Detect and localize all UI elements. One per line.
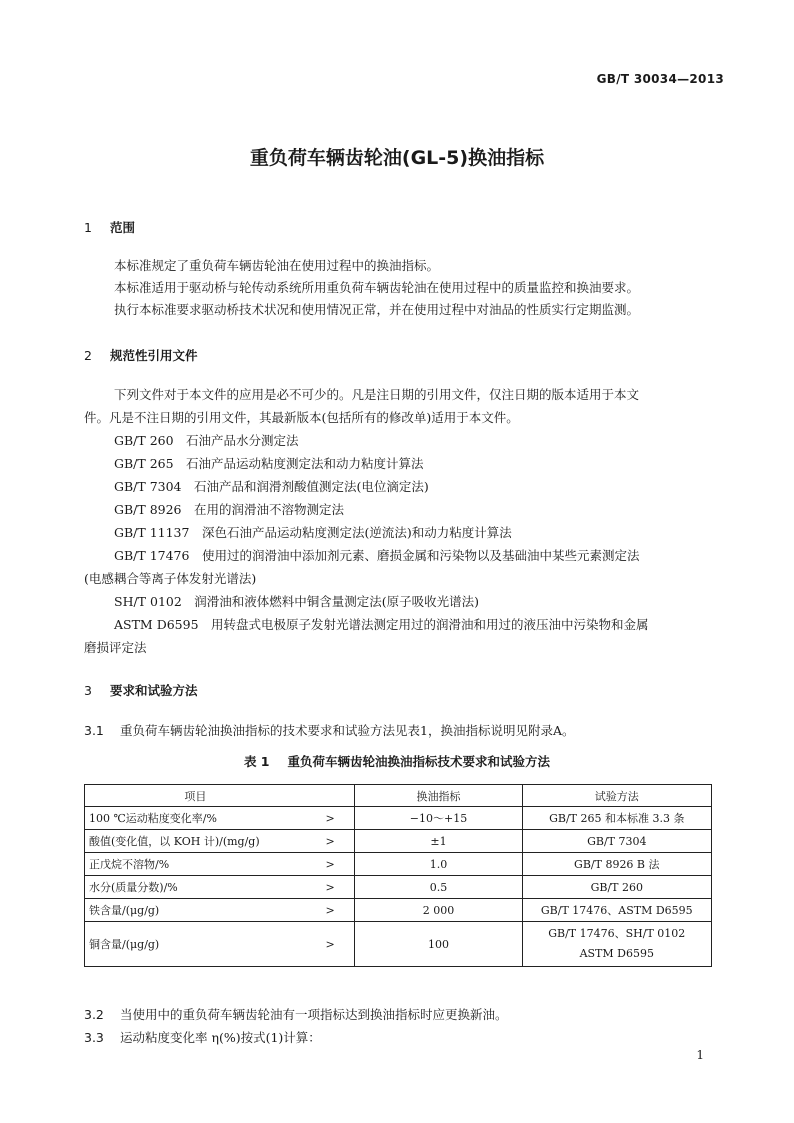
row-operator: >: [306, 922, 355, 967]
section-1-para-2: 本标准适用于驱动桥与轮传动系统所用重负荷车辆齿轮油在使用过程中的质量监控和换油要求。: [114, 280, 640, 295]
table-row: [85, 830, 712, 853]
header-item: 项目: [85, 785, 306, 807]
row-operator: >: [306, 830, 355, 853]
section-1-title: 范围: [110, 220, 136, 235]
header-operator-blank: [306, 785, 355, 807]
row-method: GB/T 260: [522, 876, 711, 899]
row-item: 铁含量/(μg/g): [85, 899, 306, 922]
section-2-intro-line-2: 件。凡是不注日期的引用文件，其最新版本(包括所有的修改单)适用于本文件。: [84, 410, 519, 425]
section-1-para-3: 执行本标准要求驱动桥技术状况和使用情况正常，并在使用过程中对油品的性质实行定期监测。: [114, 302, 640, 317]
reference-gbt-17476-cont: (电感耦合等离子体发射光谱法): [84, 571, 257, 586]
table-number: 表 1: [243, 754, 270, 769]
section-2-heading: [84, 346, 198, 364]
table-row: [85, 899, 712, 922]
reference-gbt-11137: GB/T 11137 深色石油产品运动粘度测定法(逆流法)和动力粘度计算法: [114, 525, 512, 540]
row-method: GB/T 265 和本标准 3.3 条: [522, 807, 711, 830]
clause-3-2-number: 3.2: [84, 1007, 104, 1022]
row-item: 水分(质量分数)/%: [85, 876, 306, 899]
row-operator: >: [306, 899, 355, 922]
section-3-number: 3: [84, 683, 92, 698]
table-caption: [0, 752, 794, 770]
table-header-row: [85, 785, 712, 807]
section-3-title: 要求和试验方法: [110, 683, 198, 698]
section-2-intro-line-1: 下列文件对于本文件的应用是必不可少的。凡是注日期的引用文件，仅注日期的版本适用于本文: [114, 387, 640, 402]
row-method: GB/T 8926 B 法: [522, 853, 711, 876]
section-2-title: 规范性引用文件: [110, 348, 198, 363]
reference-sht-0102: SH/T 0102 润滑油和液体燃料中铜含量测定法(原子吸收光谱法): [114, 594, 480, 609]
section-1-para-1: 本标准规定了重负荷车辆齿轮油在使用过程中的换油指标。: [114, 258, 440, 273]
table-row: [85, 876, 712, 899]
table-row: [85, 853, 712, 876]
clause-3-1: [84, 721, 574, 739]
row-operator: >: [306, 853, 355, 876]
reference-gbt-17476: GB/T 17476 使用过的润滑油中添加剂元素、磨损金属和污染物以及基础油中某些元素测定法: [114, 548, 640, 563]
row-method-line-2: ASTM D6595: [579, 947, 654, 960]
reference-gbt-8926: GB/T 8926 在用的润滑油不溶物测定法: [114, 502, 345, 517]
row-operator: >: [306, 876, 355, 899]
row-operator: >: [306, 807, 355, 830]
reference-gbt-265: GB/T 265 石油产品运动粘度测定法和动力粘度计算法: [114, 456, 424, 471]
reference-astm-d6595-cont: 磨损评定法: [84, 640, 147, 655]
row-value: 100: [355, 922, 522, 967]
page-number: 1: [696, 1048, 704, 1062]
section-3-heading: [84, 681, 198, 699]
row-value: 0.5: [355, 876, 522, 899]
row-value: 1.0: [355, 853, 522, 876]
section-1-number: 1: [84, 220, 92, 235]
clause-3-3-text: 运动粘度变化率 η(%)按式(1)计算：: [120, 1030, 321, 1045]
row-item: 正戊烷不溶物/%: [85, 853, 306, 876]
reference-gbt-7304: GB/T 7304 石油产品和润滑剂酸值测定法(电位滴定法): [114, 479, 429, 494]
section-1-heading: [84, 218, 135, 236]
clause-3-1-text: 重负荷车辆齿轮油换油指标的技术要求和试验方法见表1，换油指标说明见附录A。: [120, 723, 575, 738]
table-title: 重负荷车辆齿轮油换油指标技术要求和试验方法: [287, 754, 551, 769]
clause-3-2-text: 当使用中的重负荷车辆齿轮油有一项指标达到换油指标时应更换新油。: [120, 1007, 508, 1022]
clause-3-3-number: 3.3: [84, 1030, 104, 1045]
clause-3-2: [84, 1005, 508, 1023]
row-method: GB/T 7304: [522, 830, 711, 853]
clause-3-3: [84, 1028, 321, 1046]
row-method: [522, 922, 711, 967]
spec-table: [84, 784, 712, 967]
table-row: [85, 807, 712, 830]
row-value: ±1: [355, 830, 522, 853]
reference-astm-d6595: ASTM D6595 用转盘式电极原子发射光谱法测定用过的润滑油和用过的液压油中污染物和金属: [114, 617, 649, 632]
reference-gbt-260: GB/T 260 石油产品水分测定法: [114, 433, 299, 448]
row-item: 酸值(变化值，以 KOH 计)/(mg/g): [85, 830, 306, 853]
header-method: 试验方法: [522, 785, 711, 807]
standard-code: GB/T 30034—2013: [596, 72, 724, 86]
document-title: 重负荷车辆齿轮油(GL-5)换油指标: [249, 147, 545, 169]
row-item: 铜含量/(μg/g): [85, 922, 306, 967]
table-row: [85, 922, 712, 967]
row-method: GB/T 17476、ASTM D6595: [522, 899, 711, 922]
row-item: 100 ℃运动粘度变化率/%: [85, 807, 306, 830]
clause-3-1-number: 3.1: [84, 723, 104, 738]
row-value: 2 000: [355, 899, 522, 922]
row-method-line-1: GB/T 17476、SH/T 0102: [548, 927, 686, 940]
header-value: 换油指标: [355, 785, 522, 807]
row-value: −10～+15: [355, 807, 522, 830]
section-2-number: 2: [84, 348, 92, 363]
